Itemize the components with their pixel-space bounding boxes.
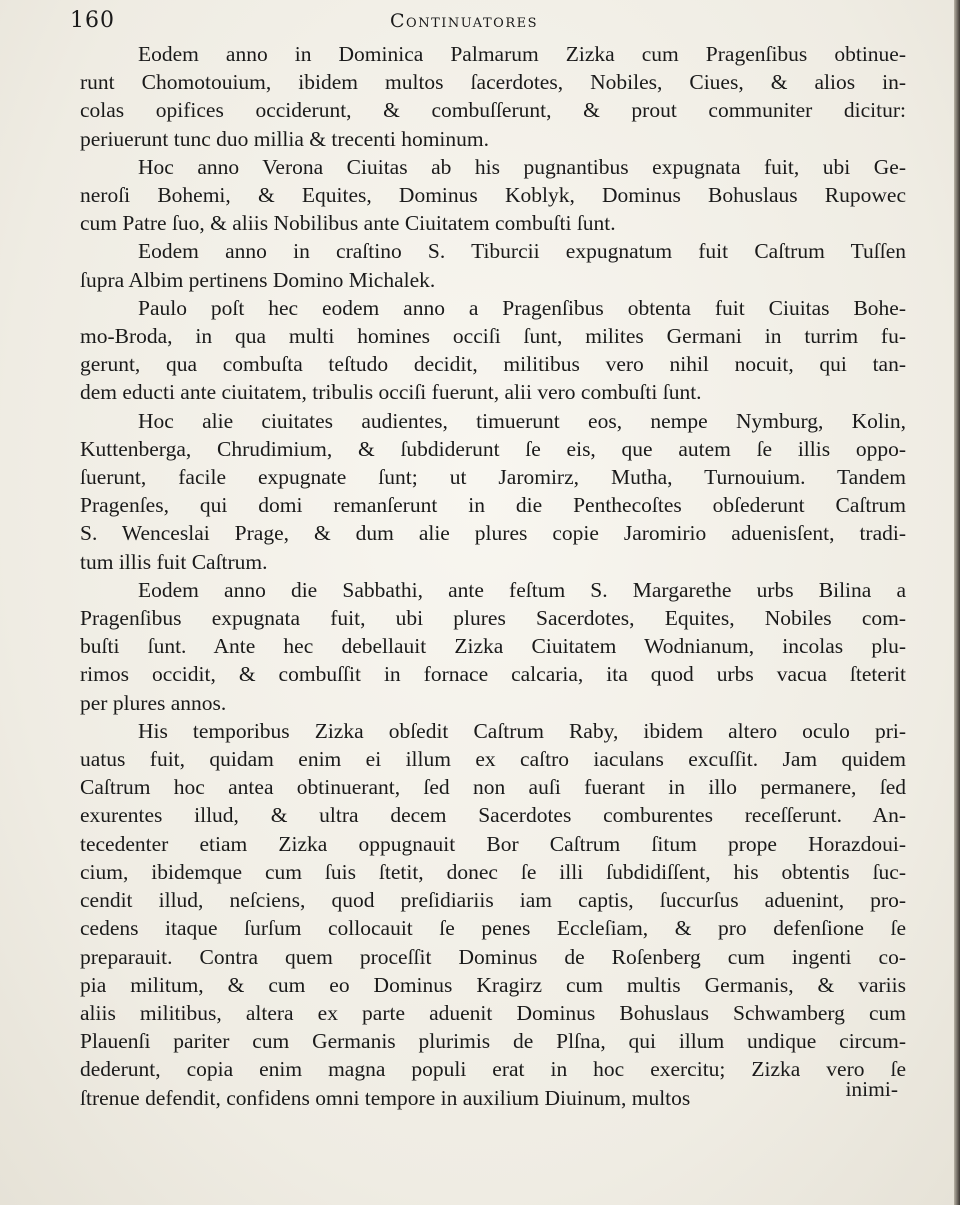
text-line: aliis militibus, altera ex parte aduenit Dominus Bohuslaus Schwamberg cum — [80, 1000, 906, 1025]
text-line: neroſi Bohemi, & Equites, Dominus Koblyk, Dominus Bohuslaus Rupowec — [80, 183, 906, 208]
paragraph — [80, 717, 906, 1112]
text-line: Kuttenberga, Chrudimium, & ſubdiderunt ſe eis, que autem ſe illis oppo- — [80, 436, 906, 461]
text-line: buſti ſunt. Ante hec debellauit Zizka Ciuitatem Wodnianum, incolas plu- — [80, 634, 906, 659]
paragraph — [80, 407, 906, 576]
text-line: per plures annos. — [80, 690, 227, 715]
text-line: Pragenſibus expugnata fuit, ubi plures Sacerdotes, Equites, Nobiles com- — [80, 606, 906, 631]
text-line: ſuerunt, facile expugnate ſunt; ut Jaromirz, Mutha, Turnouium. Tandem — [80, 465, 906, 490]
page-header — [70, 8, 910, 38]
text-line: dederunt, copia enim magna populi erat in hoc exercitu; Zizka vero ſe — [80, 1057, 906, 1082]
catchword: inimi- — [845, 1077, 898, 1101]
text-line: Eodem anno in Dominica Palmarum Zizka cum Pragenſibus obtinue- — [138, 42, 906, 66]
text-line: mo-Broda, in qua multi homines occiſi ſunt, milites Germani in turrim fu- — [80, 324, 906, 349]
text-line: Hoc alie ciuitates audientes, timuerunt eos, nempe Nymburg, Kolin, — [138, 408, 906, 433]
text-line: S. Wenceslai Prage, & dum alie plures copie Jaromirio aduenisſent, tradi- — [80, 521, 906, 546]
paragraph — [80, 294, 906, 407]
page-edge-shadow — [954, 0, 960, 1205]
text-line: Eodem anno in craſtino S. Tiburcii expugnatum fuit Caſtrum Tuſſen — [138, 239, 906, 264]
text-line: Caſtrum hoc antea obtinuerant, ſed non auſi fuerant in illo permanere, ſed — [80, 775, 906, 800]
paragraph — [80, 40, 906, 153]
text-line: exurentes illud, & ultra decem Sacerdotes comburentes receſſerunt. An- — [80, 803, 906, 828]
text-line: cium, ibidemque cum ſuis ſtetit, donec ſe illi ſubdidiſſent, his obtentis ſuc- — [80, 859, 906, 884]
text-line: tecedenter etiam Zizka oppugnauit Bor Caſtrum ſitum prope Horazdoui- — [80, 831, 906, 856]
text-line: cum Patre ſuo, & aliis Nobilibus ante Ciuitatem combuſti ſunt. — [80, 211, 616, 236]
text-line: colas opifices occiderunt, & combuſſerunt, & prout communiter dicitur: — [80, 98, 906, 123]
text-line: pia militum, & cum eo Dominus Kragirz cum multis Germanis, & variis — [80, 972, 906, 997]
text-line: Hoc anno Verona Ciuitas ab his pugnantibus expugnata fuit, ubi Ge- — [138, 154, 906, 179]
text-line: gerunt, qua combuſta teſtudo decidit, militibus vero nihil nocuit, qui tan- — [80, 352, 906, 377]
page-number: 160 — [70, 8, 115, 33]
text-line: ſupra Albim pertinens Domino Michalek. — [80, 267, 436, 292]
text-line: runt Chomotouium, ibidem multos ſacerdotes, Nobiles, Ciues, & alios in- — [80, 70, 906, 95]
body-text — [80, 40, 906, 1112]
text-line: periuerunt tunc duo millia & trecenti hominum. — [80, 126, 490, 151]
text-line: Plauenſi pariter cum Germanis plurimis de Plſna, qui illum undique circum- — [80, 1029, 906, 1054]
running-head: Continuatores — [390, 10, 538, 32]
text-line: cedens itaque ſurſum collocauit ſe penes Eccleſiam, & pro defenſione ſe — [80, 916, 906, 941]
text-line: cendit illud, neſciens, quod preſidiariis iam captis, ſuccurſus aduenint, pro- — [80, 888, 906, 913]
text-line: ſtrenue defendit, confidens omni tempore in auxilium Diuinum, multos — [80, 1085, 691, 1110]
text-line: preparauit. Contra quem proceſſit Dominus de Roſenberg cum ingenti co- — [80, 944, 906, 969]
paragraph — [80, 153, 906, 238]
text-line: dem educti ante ciuitatem, tribulis occiſi fuerunt, alii vero combuſti ſunt. — [80, 380, 702, 405]
text-line: Paulo poſt hec eodem anno a Pragenſibus obtenta fuit Ciuitas Bohe- — [138, 295, 906, 320]
text-line: His temporibus Zizka obſedit Caſtrum Raby, ibidem altero oculo pri- — [138, 718, 906, 743]
text-line: Eodem anno die Sabbathi, ante feſtum S. Margarethe urbs Bilina a — [138, 577, 906, 602]
paragraph — [80, 576, 906, 717]
text-line: Pragenſes, qui domi remanſerunt in die Penthecoſtes obſederunt Caſtrum — [80, 493, 906, 518]
text-line: uatus fuit, quidam enim ei illum ex caſtro iaculans excuſſit. Jam quidem — [80, 747, 906, 772]
paragraph — [80, 237, 906, 293]
text-line: tum illis fuit Caſtrum. — [80, 549, 268, 574]
text-line: rimos occidit, & combuſſit in fornace calcaria, ita quod urbs vacua ſteterit — [80, 662, 906, 687]
